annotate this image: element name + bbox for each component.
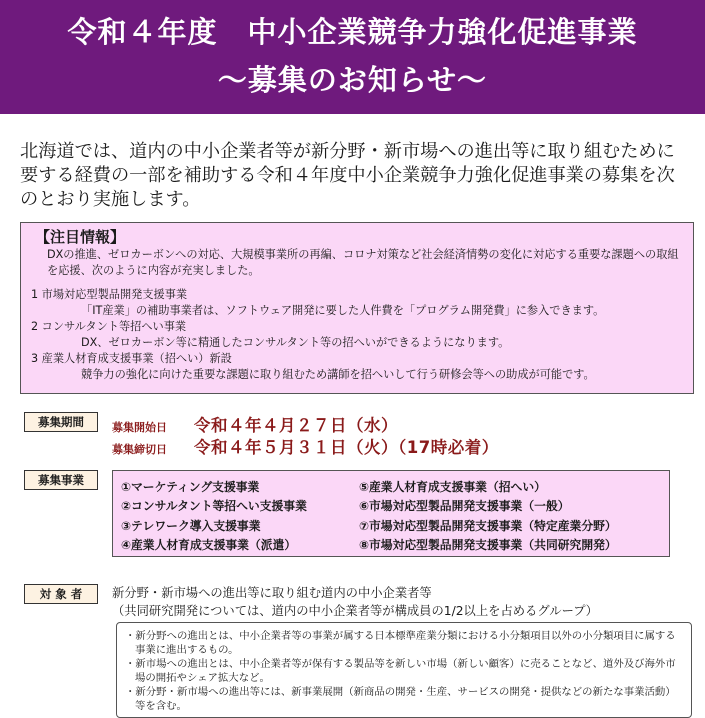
target-note: ・新分野・新市場への進出等には、新事業展開（新商品の開発・生産、サービスの開発・提供などの新たな事業活動）等を含む。 [125, 686, 676, 712]
project-item: ④産業人材育成支援事業（派遣） [121, 537, 297, 552]
end-date-value: 令和４年５月３１日（火）（17時必着） [194, 438, 499, 457]
page-subtitle: ～募集のお知らせ～ [217, 63, 488, 97]
target-line-2: （共同研究開発については、道内の中小企業者等が構成員の1/2以上を占めるグループ） [112, 604, 598, 618]
notice-item-head: 3 産業人材育成支援事業（招へい）新設 [31, 352, 232, 365]
target-line-1: 新分野・新市場への進出等に取り組む道内の中小企業者等 [112, 586, 432, 600]
target-label: 対 象 者 [24, 584, 98, 604]
notice-item-detail: 競争力の強化に向けた重要な課題に取り組むため講師を招へいして行う研修会等への助成が可能です。 [81, 368, 595, 381]
project-item: ⑥市場対応型製品開発支援事業（一般） [359, 499, 570, 514]
notice-item-head: 2 コンサルタント等招へい事業 [31, 320, 187, 333]
target-notes-box [116, 622, 692, 718]
period-label: 募集期間 [24, 412, 98, 432]
project-item: ⑧市場対応型製品開発支援事業（共同研究開発） [359, 537, 617, 552]
intro-text: 北海道では、道内の中小企業者等が新分野・新市場への進出等に取り組むために要する経費の一部を補助する令和４年度中小企業競争力強化促進事業の募集を次のとおり実施します。 [20, 141, 675, 210]
notice-item-detail: 「IT産業」の補助事業者は、ソフトウェア開発に要した人件費を「プログラム開発費」に参入できます。 [81, 304, 605, 317]
projects-box [112, 470, 670, 557]
start-date-value: 令和４年４月２７日（水） [194, 416, 398, 435]
page-title: 令和４年度 中小企業競争力強化促進事業 [67, 15, 638, 49]
project-item: ③テレワーク導入支援事業 [121, 518, 261, 533]
period-section [112, 412, 672, 456]
notice-box [20, 222, 694, 394]
notice-title: 【注目情報】 [35, 228, 126, 246]
target-text [112, 584, 692, 620]
project-item: ⑦市場対応型製品開発支援事業（特定産業分野） [359, 518, 617, 533]
notice-item-detail: DX、ゼロカーボン等に精通したコンサルタント等の招へいができるようになります。 [81, 336, 510, 349]
project-item: ⑤産業人材育成支援事業（招へい） [359, 480, 546, 494]
target-note: ・新市場への進出とは、中小企業者等が保有する製品等を新しい市場（新しい顧客）に売ることなど、道外及び海外市場の開拓やシェア拡大など。 [125, 658, 676, 684]
notice-item-head: 1 市場対応型製品開発支援事業 [31, 288, 188, 301]
project-item: ①マーケティング支援事業 [121, 480, 260, 494]
notice-lead: DXの推進、ゼロカーボンへの対応、大規模事業所の再編、コロナ対策など社会経済情勢の変化に対応する重要な課題への取組を応援、次のように内容が充実しました。 [47, 248, 679, 277]
projects-right-column [359, 478, 617, 555]
title-banner [0, 0, 705, 114]
start-date-key: 募集開始日 [112, 421, 167, 434]
end-date-key: 募集締切日 [112, 443, 167, 456]
projects-label: 募集事業 [24, 470, 98, 490]
project-item: ②コンサルタント等招へい支援事業 [121, 499, 307, 514]
target-note: ・新分野への進出とは、中小企業者等の事業が属する日本標準産業分類における小分類項目以外の小分類項目に属する事業に進出するもの。 [125, 630, 676, 656]
projects-left-column [121, 478, 307, 555]
